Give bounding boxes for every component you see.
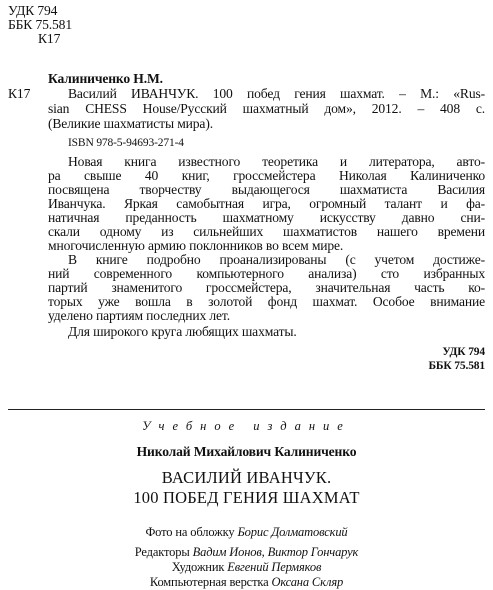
entry-biblio-line: sian CHESS House/Русский шахматный дом», 2012. – 408 с. bbox=[48, 101, 485, 116]
annotation-line: натичная преданность шахматному искусству давно сни- bbox=[48, 210, 485, 225]
editors-credit bbox=[0, 545, 493, 559]
section-divider bbox=[8, 409, 485, 410]
annotation-line: партий знаменитого гроссмейстера, значительная часть ко- bbox=[48, 280, 485, 295]
annotation-audience: Для широкого круга любящих шахматы. bbox=[68, 324, 297, 339]
annotation-line: ний современного компьютерного анализа) сто избранных bbox=[48, 266, 485, 281]
annotation-line: торых уже вошла в золотой фонд шахмат. Особое внимание bbox=[48, 294, 485, 309]
imprint-author: Николай Михайлович Калиниченко bbox=[136, 444, 357, 459]
header-code: К17 bbox=[38, 31, 61, 46]
artist-credit-name: Евгений Пермяков bbox=[227, 560, 322, 574]
layout-credit-label: Компьютерная верстка bbox=[149, 575, 269, 589]
annotation-line: посвящена творчеству выдающегося шахматиста Василия bbox=[48, 182, 485, 197]
photo-credit-name: Борис Долматовский bbox=[237, 525, 348, 539]
entry-biblio-line: (Великие шахматисты мира). bbox=[48, 116, 213, 131]
edition-type: Учебное издание bbox=[142, 419, 351, 433]
annotation-line: скали одному из сильнейших шахматистов нашего времени bbox=[48, 224, 485, 239]
annotation-line: Иванчука. Яркая самобытная игра, огромный талант и фа- bbox=[48, 196, 485, 211]
entry-biblio-line: Василий ИВАНЧУК. 100 побед гения шахмат. – М.: «Rus- bbox=[68, 86, 485, 101]
imprint-title-line2: 100 ПОБЕД ГЕНИЯ ШАХМАТ bbox=[133, 488, 360, 507]
annotation-line: Новая книга известного теоретика и литератора, авто- bbox=[68, 154, 485, 169]
layout-credit bbox=[0, 575, 493, 589]
annotation-line: многочисленную армию поклонников во всем мире. bbox=[48, 238, 344, 253]
editors-credit-names: Вадим Ионов, Виктор Гончарук bbox=[192, 545, 359, 559]
artist-credit-label: Художник bbox=[171, 560, 225, 574]
annotation-line: В книге подробно проанализированы (с учетом достиже- bbox=[68, 252, 485, 267]
editors-credit-label: Редакторы bbox=[134, 545, 190, 559]
header-udk: УДК 794 bbox=[8, 3, 58, 18]
imprint-title-line1: ВАСИЛИЙ ИВАНЧУК. bbox=[161, 468, 332, 487]
photo-credit bbox=[0, 525, 493, 539]
entry-author: Калиниченко Н.М. bbox=[48, 71, 163, 86]
header-bbk: ББК 75.581 bbox=[8, 17, 72, 32]
annotation-bbk: ББК 75.581 bbox=[428, 360, 485, 372]
artist-credit bbox=[0, 560, 493, 574]
annotation-line: ра свыше 40 книг, гроссмейстера Николая Калиниченко bbox=[48, 168, 485, 183]
layout-credit-name: Оксана Скляр bbox=[271, 575, 344, 589]
entry-code: К17 bbox=[8, 86, 31, 101]
entry-isbn: ISBN 978-5-94693-271-4 bbox=[68, 137, 184, 149]
photo-credit-label: Фото на обложку bbox=[145, 525, 235, 539]
annotation-udk: УДК 794 bbox=[442, 346, 485, 358]
annotation-line: уделено партиям последних лет. bbox=[48, 308, 230, 323]
